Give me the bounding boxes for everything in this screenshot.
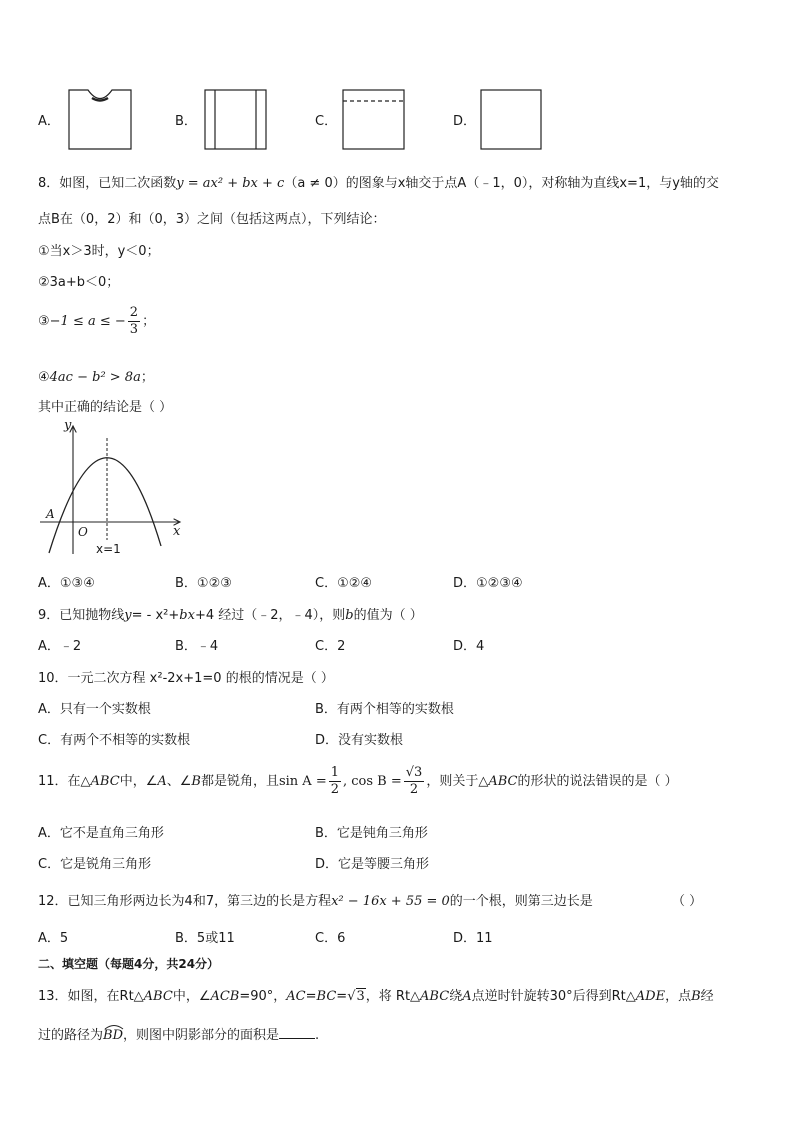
q13-point-b: B xyxy=(691,989,701,1004)
q13-acb: ACB xyxy=(210,989,240,1004)
q11-sin: sin A = xyxy=(278,774,327,789)
q13-bc: BC xyxy=(316,989,337,1004)
q8-intro-cont: 的图象与x轴交于点A（﹣1，0），对称轴为直线x=1，与y轴的交 xyxy=(345,176,719,191)
q8-c3-suffix: ； xyxy=(142,314,156,329)
q13-stem-line1 xyxy=(38,985,714,1004)
q7-option-c-label: C． xyxy=(315,114,338,129)
q8-c3-num: ③ xyxy=(38,314,50,329)
q8-c3-denominator: 3 xyxy=(129,322,139,337)
q12-equation: x² − 16x + 55 = 0 xyxy=(331,894,450,909)
q13-point-a: A xyxy=(462,989,472,1004)
q10-option-b: B．有两个相等的实数根 xyxy=(315,702,454,717)
parabola-curve xyxy=(49,458,161,553)
q8-graph-point-a: A xyxy=(46,507,55,521)
q11-stem xyxy=(38,764,678,800)
q13-d: = xyxy=(305,989,317,1004)
q11-abc-2: ABC xyxy=(488,774,518,789)
q11-frac2-den: 2 xyxy=(409,782,419,797)
q8-conclusion-2: ②3a+b＜0； xyxy=(38,275,120,290)
q12-option-a: A．5 xyxy=(38,931,69,946)
q8-c3-numerator: 2 xyxy=(129,305,139,320)
q11-stem-e: ，则关于△ xyxy=(426,774,489,789)
q8-graph-axis-label: x=1 xyxy=(96,542,121,556)
q8-conclusion-1: ①当x＞3时，y＜0； xyxy=(38,244,160,259)
q11-cos: , cos B = xyxy=(343,774,402,789)
q13-l2-b: ，则图中阴影部分的面积是 xyxy=(123,1028,280,1043)
q7-option-a-label: A． xyxy=(38,114,60,129)
q8-c4-math: 4ac − b² > 8a xyxy=(49,370,141,385)
q9-stem-b: = - x²+ xyxy=(131,608,180,623)
q11-stem-c: 、∠ xyxy=(166,774,192,789)
q8-option-a: A．①③④ xyxy=(38,576,95,591)
q11-stem-f: 的形状的说法错误的是（ ） xyxy=(517,774,678,789)
q9-stem xyxy=(38,604,423,623)
q8-intro: 8．如图，已知二次函数 xyxy=(38,176,177,191)
q12-option-b: B．5或11 xyxy=(175,931,235,946)
section-title-fill-blank: 二、填空题（每题4分，共24分） xyxy=(38,957,220,971)
q13-sqrt: √3 xyxy=(347,989,365,1004)
q13-arc-label: BD xyxy=(103,1028,123,1043)
q8-stem-line2: 点B在（0，2）和（0，3）之间（包括这两点），下列结论： xyxy=(38,212,386,227)
q9-option-b: B．﹣4 xyxy=(175,639,219,654)
q9-stem-d: 的值为（ ） xyxy=(353,608,423,623)
q13-ade: ADE xyxy=(635,989,666,1004)
q7-option-a-figure xyxy=(68,89,132,151)
q9-option-a: A．﹣2 xyxy=(38,639,82,654)
q8-parabola-graph xyxy=(36,418,186,558)
q7-option-d-label: D． xyxy=(453,114,477,129)
q13-ac: AC xyxy=(286,989,306,1004)
q13-f: ，将 Rt△ xyxy=(365,989,421,1004)
q13-l2-a: 过的路径为 xyxy=(38,1028,104,1043)
q12-stem-a: 12．已知三角形两边长为4和7，第三边的长是方程 xyxy=(38,894,332,909)
q12-option-d: D．11 xyxy=(453,931,493,946)
q9-y: y xyxy=(124,608,132,623)
q10-option-c: C．有两个不相等的实数根 xyxy=(38,733,191,748)
q11-option-a: A．它不是直角三角形 xyxy=(38,826,164,841)
q7-option-b-figure xyxy=(204,89,268,151)
arc-icon xyxy=(103,1024,125,1030)
q8-formula: y = ax² + bx + c xyxy=(176,176,285,191)
q8-c4-suffix: ； xyxy=(140,370,154,385)
q13-abc-2: ABC xyxy=(420,989,450,1004)
q9-bx: bx xyxy=(179,608,195,623)
q12-stem xyxy=(38,890,593,909)
q13-l2-c: . xyxy=(315,1028,320,1043)
q8-graph-x-label: x xyxy=(173,524,181,539)
q13-j: 经 xyxy=(700,989,714,1004)
q10-option-d: D．没有实数根 xyxy=(315,733,404,748)
q8-conclusion-4 xyxy=(38,366,154,385)
q7-option-c-figure xyxy=(342,89,406,151)
q13-a: 13．如图，在Rt△ xyxy=(38,989,144,1004)
q8-question: 其中正确的结论是（ ） xyxy=(38,400,173,415)
q13-abc: ABC xyxy=(143,989,173,1004)
q11-angle-b: B xyxy=(191,774,201,789)
q8-c3-math: −1 ≤ a ≤ − xyxy=(49,314,126,329)
q13-answer-blank[interactable] xyxy=(279,1026,315,1039)
q11-option-d: D．它是等腰三角形 xyxy=(315,857,430,872)
q11-frac-1 xyxy=(329,765,341,798)
q13-b: 中，∠ xyxy=(172,989,211,1004)
q9-option-c: C．2 xyxy=(315,639,346,654)
q11-frac1-den: 2 xyxy=(330,782,339,797)
q13-c: =90°， xyxy=(239,989,287,1004)
q11-stem-a: 11．在△ xyxy=(38,774,91,789)
q12-stem-b: 的一个根，则第三边长是 xyxy=(449,894,593,909)
q13-stem-line2 xyxy=(38,1024,319,1043)
q11-option-b: B．它是钝角三角形 xyxy=(315,826,428,841)
q13-g: 绕 xyxy=(449,989,463,1004)
q8-condition: （a ≠ 0） xyxy=(284,176,346,191)
q8-graph-y-label: y xyxy=(64,418,72,433)
q13-sqrt-radicand: 3 xyxy=(356,989,365,1004)
q8-c3-fraction xyxy=(128,305,140,338)
q9-stem-c: +4 经过（﹣2，﹣4），则 xyxy=(194,608,346,623)
q10-stem: 10．一元二次方程 x²-2x+1=0 的根的情况是（ ） xyxy=(38,671,334,686)
q11-frac1-num: 1 xyxy=(330,765,339,780)
q11-angle-a: A xyxy=(157,774,167,789)
q11-abc: ABC xyxy=(90,774,120,789)
q8-c4-num: ④ xyxy=(38,370,50,385)
q11-option-c: C．它是锐角三角形 xyxy=(38,857,152,872)
q9-b: b xyxy=(345,608,354,623)
q13-i: ，点 xyxy=(665,989,692,1004)
q9-stem-a: 9．已知抛物线 xyxy=(38,608,125,623)
q13-h: 点逆时针旋转30°后得到Rt△ xyxy=(471,989,636,1004)
q7-option-d-figure xyxy=(480,89,544,151)
q8-option-c: C．①②④ xyxy=(315,576,373,591)
q8-conclusion-3 xyxy=(38,305,155,338)
q11-frac-2 xyxy=(404,765,425,798)
q11-stem-b: 中，∠ xyxy=(119,774,158,789)
q12-option-c: C．6 xyxy=(315,931,346,946)
q8-option-d: D．①②③④ xyxy=(453,576,523,591)
q9-option-d: D．4 xyxy=(453,639,485,654)
q12-answer-paren: （ ） xyxy=(672,894,703,909)
q8-option-b: B．①②③ xyxy=(175,576,232,591)
q8-stem-line1 xyxy=(38,172,719,191)
q11-stem-d: 都是锐角，且 xyxy=(200,774,279,789)
q8-graph-origin: O xyxy=(78,525,88,539)
q13-arc-bd xyxy=(103,1028,123,1043)
q13-e: = xyxy=(336,989,348,1004)
q11-frac2-num: √3 xyxy=(405,765,423,780)
q10-option-a: A．只有一个实数根 xyxy=(38,702,151,717)
q7-option-b-label: B． xyxy=(175,114,197,129)
